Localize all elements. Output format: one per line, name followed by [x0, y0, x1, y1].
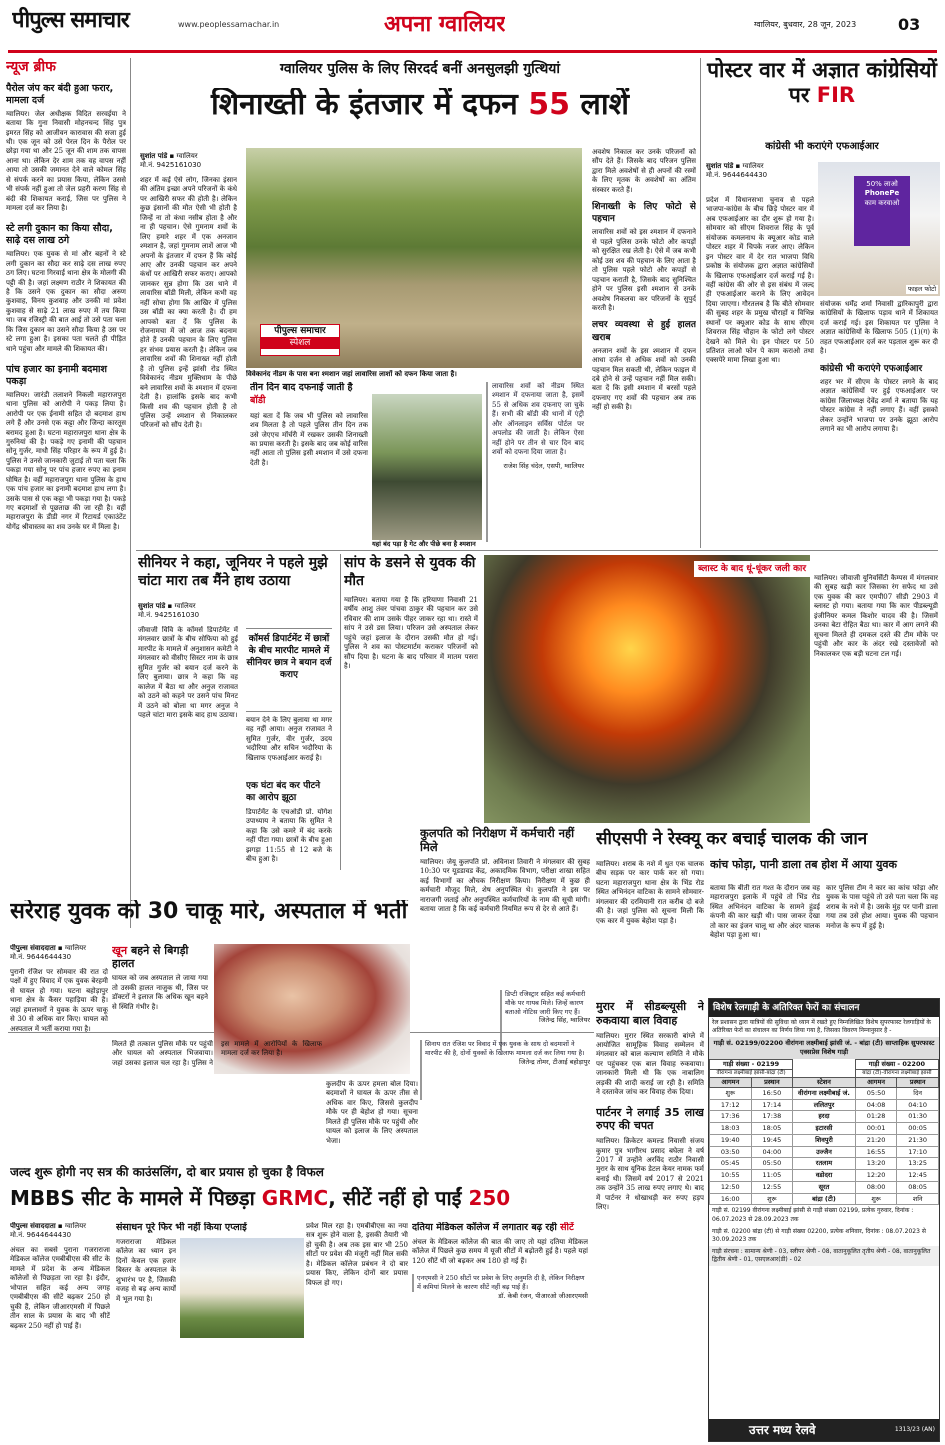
site-url[interactable]: www.peoplessamachar.in — [178, 20, 280, 29]
rail-left-head: गाड़ी संख्या - 02199 — [710, 1059, 793, 1069]
marriage-body: ग्वालियर। मुरार स्थित सरकारी बांग्ले में आयोजित सामूहिक विवाह सम्मेलन में मंगलवार को बाल कल्याण समिति ने मौके पर पहुंचकर एक बाल विवाह रुकवाया। जानकारी मिली थी कि एक नाबालिग लड़की की शादी कराई जा रही है। समिति ने दस्तावेज जांच कर विवाह रोक दिया। — [596, 1031, 704, 1097]
rail-note-1: गाड़ी सं. 02199 वीरांगना लक्ष्मीबाई झांसी से गाड़ी संख्या 02199, प्रत्येक गुरुवार, दिनांक : 06.07.2023 से 28.09.2023 तक — [712, 1207, 914, 1223]
brief-item — [6, 223, 126, 354]
brief-item-body: ग्वालियर। जारंडी तलाशने निकली महाराजपुरा थाना पुलिस को आरोपी ने पकड़ लिया है। आरोपी पर एक ईनामी सहित दो बदमाश हाथ लगे हैं और उनसे एक कट्टा और जिन्दा कारतूस बरामद हुआ है। घटना महाराजपुरा थाना क्षेत्र के गुरुनियां की है। पकड़े गए इनामी की पहचान सोनू गुर्जर, माधौ सिंह परिहार के रूप में हुई है। पुलिस ने उनसे जानकारी जुटाई तो पता चला कि पकड़ा गया सोनू पर पांच हजार रुपए का इनाम घोषित है। वहीं महाराजपुरा थाना पुलिस के हाथ एक पांच हजार का इनामी बदमाश हाथ लगा है। उसके पास से एक कट्टा भी पकड़ा गया है। पकड़े गए बदमाशों से पूछताछ की जा रही है। वहीं महाराजपुरा के डीडी नगर में रिटायर्ड एकाउंटेंट योगेंद्र श्रीवास्तव का शव उनके घर में मिला है। — [6, 390, 126, 531]
poster-body: प्रदेश में विधानसभा चुनाव से पहले भाजपा-कांग्रेस के बीच छिड़े पोस्टर वार में अब एफआईआर का दौर शुरू हो गया है। सोमवार को सीएम शिवराज सिंह के पूर्व संयोजक कमलनाथ के क्यूआर कोड वाले पोस्टर शहर में चिपके नजर आए। लेकिन इन पोस्टर वार में देर रात भाजपा विधि प्रकोष्ठ के संयोजक द्वारा अज्ञात कांग्रेसियों के खिलाफ एफआईआर दर्ज कराई गई है। वहीं कांग्रेस की ओर से इस संबंध में जल्द ही एफआईआर कराने के लिए आवेदन दिया जाएगा। गौरतलब है कि बीते सोमवार की सुबह शहर के प्रमुख चौराहों व विभिन्न स्थानों पर क्यूआर कोड के साथ सीएम शिवराज सिंह चौहान के फोटो लगे पोस्टर देखने को मिले थे। इन पोस्टर पर 50 प्रतिशत लाओ फोन पे काम कराओ तथा एक्सपेरे मामा लिखा हुआ था। — [706, 196, 814, 365]
section-rule — [136, 550, 938, 551]
rail-col-header: आगमन — [710, 1078, 752, 1088]
stab-quote — [420, 1040, 590, 1100]
rail-table-row — [710, 1146, 939, 1158]
brief-item-body: ग्वालियर। एक युवक से मां और बहनों ने स्टे लगी दुकान का सौदा कर साढ़े दस लाख रुपए ठग लिए। घटना गिरवाई थाना क्षेत्र के मोलगी की पट्टी की है। जहां लक्ष्मण राठौर ने शिकायत की है कि उसने एक दुकान का सौदा अरुण कुशवाह, विनय कुशवाह और उनकी मां प्रवेश कुशवाह से साढ़े 21 लाख रुपए में तय किया था। जब रजिस्ट्री की बात आई तो उसे पता चला कि जिस दुकान का उसने सौदा किया है उस पर स्टे लगा हुआ है। इसका पता चलते ही पीड़ित थाने पहुंचा और मामले की शिकायत की। — [6, 250, 126, 353]
vc-note-by: जितेन्द्र सिंह, ग्वालियर — [538, 1016, 590, 1025]
rail-cell: 04:08 — [855, 1099, 897, 1111]
brief-divider — [130, 58, 131, 928]
poster-headline-fir: FIR — [816, 83, 856, 108]
rail-col-header: स्टेशन — [793, 1078, 856, 1088]
rail-cell: ललितपुर — [793, 1099, 856, 1111]
rail-cell: 00:01 — [855, 1123, 897, 1135]
csp-subhead: कांच फोड़ा, पानी डाला तब होश में आया युवक — [710, 858, 897, 871]
brief-item-head: पैरोल जंप कर बंदी हुआ फरार, मामला दर्ज — [6, 82, 114, 106]
byline-phone: मो.नं. 9644644430 — [10, 1231, 72, 1240]
rail-footer-num: 1313/23 (AN) — [894, 1426, 935, 1433]
lead-sub2-body: अनजान शवों के इस श्मशान में दफन आधा दर्जन से अधिक शवों को उनकी पहचान मिल सकती थी, लेकिन फाइल में दबे होने से उन्हें पहचान नहीं मिल सकी। बता दें कि इसी श्मशान में बरसों पहले दफनाए गए शवों की पहचान अब तक नहीं हो सकी है। — [592, 346, 696, 412]
rail-right-head: गाड़ी संख्या - 02200 — [855, 1059, 938, 1069]
mbbs-byline: पीपुल्स संवाददाता ▪ ग्वालियर मो.नं. 9644644430 — [10, 1222, 87, 1240]
mbbs-quote-by: डॉ. केबी रंजन, पीआरओ जीआरएमसी — [498, 1291, 588, 1300]
lead-col-right — [592, 148, 696, 544]
divider — [700, 58, 701, 548]
stab-byline: पीपुल्स संवाददाता ▪ ग्वालियर मो.नं. 9644644430 — [10, 944, 87, 962]
poster-sign-line2: PhonePe — [864, 189, 900, 198]
file-photo-label: फाइल फोटो — [907, 285, 936, 294]
rail-table-head — [710, 1059, 939, 1069]
brief-title: न्यूज ब्रीफ — [6, 59, 56, 75]
rail-cell: बांद्रा (टी) — [793, 1193, 856, 1205]
rail-footer-title: उत्तर मध्य रेलवे — [749, 1423, 816, 1437]
rail-cell: 12:20 — [855, 1170, 897, 1182]
stab-body-2: मिलते ही तत्काल पुलिस मौके पर पहुंची और घायल को अस्पताल भिजवाया। जहां उसका इलाज चल रहा है। पुलिस ने इस मामले में आरोपियों के खिलाफ मामला दर्ज कर लिया है। — [112, 1040, 322, 1067]
rail-cell: शिवपुरी — [793, 1134, 856, 1146]
stab-quote-by: जितेन्द्र तोमर, टीआई बहोड़ापुर — [518, 1057, 590, 1066]
poster-sign-line1: 50% लाओ — [866, 180, 898, 188]
fire-body: ग्वालियर। जीवाजी यूनिवर्सिटी कैम्पस में मंगलवार की सुबह खड़ी कार जिसका रंग सफेद था उसे एक युवक की कार एमपी07 सीडी 2903 में ब्लास्ट हो गया। बताया गया कि कार पीडब्ल्यूडी इंजीनियर कमल किशोर यादव की है। जिसमें उनका बेटा रोहित बैठा था। कार में आग लगने की सूचना मिलते ही दमकल दस्ते की टीम मौके पर पहुंची और कार के अंदर रखे दस्तावेजों को निकालकर एक बड़ी घटना टल गई। — [814, 574, 938, 658]
lead-quote — [486, 382, 584, 542]
section-title: अपना ग्वालियर — [384, 12, 506, 37]
rail-table-row — [710, 1193, 939, 1205]
rail-table-row — [710, 1111, 939, 1123]
rail-cell: शुरू — [855, 1193, 897, 1205]
lead-body: शहर में कई ऐसे लोग, जिनका इंसान की अंतिम इच्छा अपने परिजनों के कंधे पर आखिरी सफर की होती है। लेकिन कुछ इंसानों की मौत ऐसी भी होती है जिन्हें ना तो कंधा नसीब होता है और ना ही पहचान। ऐसे गुमनाम शवों के लिए हमारे शहर में एक अनजान श्मशान है, जहां गुमनाम लाशें आज भी अपनों के इंतजार में दफन हैं कि कोई आए और उनकी पहचान कर अपने कंधों पर आखिरी सफर कराए। आपको जानकर सुन्न होगा कि उस थाने में लावारिस बॉडी मिली, लेकिन कभी वह नहीं सोचा होगा कि आखिर में पुलिस उस बॉडी का क्या करती है। दी हम आपको बता दें कि पुलिस के रोजनामचा में जो आज तक बदनाम होते हैं उनकी पहचान के लिए पुलिस हर संभव प्रयास करती है। लेकिन जब लावारिस शवों की शिनाख्त नहीं होती है तो पुलिस इन्हें झांसी रोड स्थित विवेकानंद नीडम मुक्तिधाम के पीछे बने लावारिस शवों के श्मशान में दफना देती है। हालांकि इसके बाद कभी किसी शव की पहचान होती है तो पुलिस उन्हें श्मशान से निकालकर परिजनों को सौंप देती है। — [140, 176, 237, 430]
rail-cell: उज्जैन — [793, 1146, 856, 1158]
poster-headline — [706, 58, 938, 108]
rail-table-row — [710, 1181, 939, 1193]
rail-cell: 04:10 — [897, 1099, 939, 1111]
byline-name: पीपुल्स संवाददाता — [10, 1222, 56, 1230]
stab-inset-text: बहने से बिगड़ी हालत — [112, 944, 189, 971]
mbbs-body: अंचल का सबसे पुराना गजराराजा मेडिकल कॉलेज एमबीबीएस की सीट के मामले में प्रदेश के अन्य मेडिकल कॉलेजों से पिछड़ता जा रहा है। इंदौर, भोपाल सहित कई अन्य जगह एमबीबीएस की सीटें बढ़कर 250 हो चुकी हैं, लेकिन जीआरएमसी में पिछले तीन साल के प्रयास के बाद भी सीटें बढ़कर 250 नहीं हो पाई हैं। — [10, 1246, 110, 1330]
poster-sign — [854, 176, 910, 246]
masthead-rule — [8, 50, 937, 53]
rail-cell: 17:38 — [751, 1111, 793, 1123]
vc-note-text: डिप्टी रजिस्ट्रार सहित कई कर्मचारी मौके पर गायब मिले। जिन्हें कारण बताओ नोटिस जारी किए गए हैं। — [505, 990, 586, 1016]
rail-title: विशेष रेलगाड़ी के अतिरिक्त फेरों का संचालन — [709, 999, 939, 1017]
burning-car-photo — [484, 555, 810, 823]
rail-cell: 05:50 — [751, 1158, 793, 1170]
rail-cell: 11:05 — [751, 1170, 793, 1182]
brief-item — [6, 364, 126, 532]
rail-col-header: प्रस्थान — [897, 1078, 939, 1088]
poster-caption: संयोजक धर्मेंद्र शर्मा निवासी द्वारिकापुरी द्वारा कांग्रेसियों के खिलाफ पड़ाव थाने में शिकायत दर्ज कराई गई। इस शिकायत पर पुलिस ने अज्ञात कांग्रेसियों के खिलाफ 505 (1)(ग) के तहत एफआईआर दर्ज कर पड़ताल शुरू कर दी है। — [820, 300, 938, 356]
rail-footer — [709, 1419, 939, 1441]
rail-col-header: आगमन — [855, 1078, 897, 1088]
stamp-brand: पीपुल्स समाचार — [274, 326, 326, 336]
lead-kicker: ग्वालियर पुलिस के लिए सिरदर्द बनीं अनसुलझी गुत्थियां — [279, 61, 561, 77]
datia-box-title — [412, 1222, 588, 1234]
rail-cell: 17:14 — [751, 1099, 793, 1111]
rail-coaches: गाड़ी संरचना : सामान्य श्रेणी - 03, स्लीपर श्रेणी - 08, वातानुकूलित तृतीय श्रेणी - 08, वातानुकूलित द्वितीय श्रेणी - 01, एसएलआर(डी) - 02 — [709, 1246, 939, 1266]
rail-table-row — [710, 1158, 939, 1170]
rail-table — [709, 1059, 939, 1206]
lead-headline-number: 55 — [528, 88, 571, 121]
byline-place: ग्वालियर — [174, 602, 196, 610]
brief-item-body: ग्वालियर। जेल अधीक्षक विदित सरवईया ने बताया कि गुना निवासी मोहनचन्द सिंह पुत्र इमरत सिंह को आजीवन कारावास की सजा हुई थी। एक जून को उसे पेरल दिन के पैरोल पर छोड़ा गया था और 25 जून की शाम तक वापस आना था। लेकिन देर शाम तक वह वापस नहीं आया तो उसकी जमानत देने वाले कोमल सिंह से संपर्क करने का प्रयास किया, लेकिन उससे भी संपर्क नहीं हुआ तो जेल प्रहरी करण सिंह से बंदी की शिकायत कराई, जिस पर पुलिस ने मामला दर्ज कर लिया है। — [6, 109, 126, 213]
stab-body-3: कुलदीप के ऊपर हमला बोल दिया। बदमाशों ने घायल के ऊपर तीस से अधिक वार किए, जिससे कुलदीप मौके पर ही बेहोश हो गया। सूचना मिलते ही पुलिस मौके पर पहुंची और घायल को इलाज के लिए अस्पताल भेजा। — [326, 1080, 418, 1145]
sidebox-title-text: तीन दिन बाद दफनाई जाती है — [250, 382, 353, 393]
rail-cell: शनि — [897, 1193, 939, 1205]
rail-cell: 12:45 — [897, 1170, 939, 1182]
rail-table-row — [710, 1170, 939, 1182]
datia-title-red: सीटें — [560, 1222, 574, 1233]
stab-body: पुरानी रंजिश पर सोमवार की रात दो पक्षों में हुए विवाद में एक युवक बेरहमी से घायल हो गया। घटना बहोड़ापुर थाना क्षेत्र के कैंसर पहाड़िया की है। जहां हमलावरों ने युवक के ऊपर चाकू से 30 से अधिक वार किए। घायल को अस्पताल में भर्ती कराया गया है। — [10, 968, 108, 1033]
rail-intro: रेल प्रशासन द्वारा यात्रियों की सुविधा को ध्यान में रखते हुए निम्नलिखित विशेष सुपरफास्ट रेलगाड़ियों के अतिरिक्त फेरों का संचालन का निर्णय लिया गया है, जिसका विवरण निम्नानुसार है - — [712, 1019, 932, 1035]
special-stamp — [260, 324, 340, 356]
stab-inset-red: खून — [112, 944, 128, 957]
rail-cell: 10:55 — [710, 1170, 752, 1182]
rail-cell: सूरत — [793, 1181, 856, 1193]
rail-cell: 01:28 — [855, 1111, 897, 1123]
rail-left-sub: वीरांगना लक्ष्मीबाई झांसी-बांद्रा (टी) — [710, 1069, 793, 1077]
rail-cell: वडोदरा — [793, 1170, 856, 1182]
poster-photo — [818, 162, 940, 296]
dateline: ग्वालियर, बुधवार, 28 जून, 2023 — [754, 20, 857, 29]
lead-mid-text: अवशेष निकाल कर उनके परिजनों को सौंप देते हैं। जिसके बाद परिजन पुलिस द्वारा मिले अवशेषों से ही अपनों की रस्मों के लिए मृतक के अवशेषों का अंतिम संस्कार करते हैं। — [592, 148, 696, 194]
snake-headline: सांप के डसने से युवक की मौत — [344, 555, 476, 590]
poster-headline-text: पोस्टर वार में अज्ञात कांग्रेसियों पर — [707, 58, 937, 108]
stamp-label: स्पेशल — [261, 337, 339, 349]
rail-train: गाड़ी सं. 02199/02200 वीरांगना लक्ष्मीबाई झांसी जं. - बांद्रा (टी) साप्ताहिक सुपरफास्ट एक्सप्रेस विशेष गाड़ी — [709, 1037, 939, 1059]
byline-name: सुशांत पांडे — [140, 152, 168, 160]
rail-cell: 16:00 — [710, 1193, 752, 1205]
mbbs-headline-text: MBBS सीट के मामले में पिछड़ा — [10, 1186, 255, 1210]
senior-body-2: बयान देने के लिए बुलाया था मगर वह नहीं आया। अनुज राजावत ने सुमित गुर्जर, वीर गुर्जर, उदय भदौरिया और सचिन भदौरिया के खिलाफ एफआईआर कराई है। — [246, 716, 332, 762]
byline-phone: मो.नं. 9425161030 — [138, 611, 200, 620]
csp-col-3: कार पुलिस टीम ने कार का कांच फोड़ा और युवक के पास पहुंचे तो उसे पता चला कि वह शराब के नशे में है। उसके मुंह पर पानी डाला गया तब उसे होश आया। युवक की पहचान मनोज के रूप में हुई है। — [826, 884, 938, 930]
rail-cell: दिन — [897, 1087, 939, 1099]
senior-body: जीवाजी विवि के कॉमर्स डिपार्टमेंट में मंगलवार छात्रों के बीच सोफिया को हुई मारपीट के मामले में अनुशासन कमेटी ने मंगलवार को वीसीए सिस्टर नाम के छात्र सुमित गुर्जर को बयान दर्ज करने के लिए बुलाया। छात्र ने कहा कि वह कालेज में बैठा था और अनुज राजावत को उठने को कहने पर उसने पांच मिनट में उठने को बोला था मगर अनुज ने पहले चांटा मारा इसके बाद हाथ उठाया। — [138, 626, 238, 719]
stab-quote-text: सिनाय रात रंजिश पर विवाद में एक युवक के साथ दो बदमाशों ने मारपीट की है, दोनों युवकों के खिलाफ मामला दर्ज कर लिया गया है। — [425, 1040, 585, 1057]
rail-cell: 17:36 — [710, 1111, 752, 1123]
lead-subhead-1: शिनाख्ती के लिए फोटो से पहचान — [592, 202, 696, 225]
stab-inset-title — [112, 944, 208, 970]
rail-cell: 08:00 — [855, 1181, 897, 1193]
railway-notice — [708, 998, 940, 1442]
senior-sub-body: डिपार्टमेंट के एचओडी प्रो. योगेश उपाध्याय ने बताया कि सुमित ने कहा कि उसे कमरे में बंद करके नहीं पीटा गया। छात्रों के बीच हुआ झगड़ा 11:55 से 12 बजे के बीच हुआ है। — [246, 808, 332, 864]
byline-place: ग्वालियर — [176, 152, 198, 160]
mbbs-inset: संसाधन पूरे फिर भी नहीं किया एप्लाई — [116, 1222, 247, 1233]
byline-phone: मो.नं. 9644644430 — [706, 171, 768, 180]
byline-phone: मो.नं. 9425161030 — [140, 161, 202, 170]
photo-caption: विवेकानंद नीडम के पास बना श्मशान जहां लावारिस लाशों को दफन किया जाता है। — [246, 370, 457, 378]
snake-body: ग्वालियर। बताया गया है कि हरियाणा निवासी 21 वर्षीय आशु तंवर पांचवा ठाकुर की पहचान कर उसे रविवार की शाम उसके पीहर जाकर रहा था। रास्ते में सांप ने उसे डस लिया। परिजन उसे अस्पताल लेकर पहुंचे जहां इलाज के दौरान उसकी मौत हो गई। पुलिस ने शव का पोस्टमार्टम कराकर परिजनों को सौंप दिया है। घटना के बाद परिवार में मातम पसरा है। — [344, 596, 478, 671]
lead-headline-text: शिनाख्ती के इंतजार में दफन — [211, 88, 518, 121]
brand-logo — [12, 6, 182, 36]
datia-box — [412, 1222, 588, 1440]
byline-place: ग्वालियर — [64, 1222, 87, 1230]
marriage-col — [596, 1000, 704, 1440]
rail-cell: 19:45 — [751, 1134, 793, 1146]
poster-subhead: कांग्रेसी भी कराएंगे एफआईआर — [765, 141, 879, 152]
rail-col-headers — [710, 1078, 939, 1088]
csp-col-1: ग्वालियर। शराब के नशे में धुत एक चालक बीच सड़क पर कार पार्क कर सो गया। घटना महाराजपुरा थाना क्षेत्र के भिंड रोड स्थित अभिनंदन वाटिका के सामने सोमवार-मंगलवार की दरमियानी रात करीब दो बजे की है। जहां पुलिस को सूचना मिली कि एक कार में युवक बेहोश पड़ा है। — [596, 860, 704, 925]
rail-cell: हरदा — [793, 1111, 856, 1123]
lead-subhead-2: लचर व्यवस्था से हुई हालत खराब — [592, 320, 696, 343]
senior-byline: सुशांत पांडे ▪ ग्वालियर मो.नं. 9425161030 — [138, 602, 200, 620]
poster-right-col — [820, 300, 938, 546]
quote-by: राजेश सिंह चंदेल, एसपी, ग्वालियर — [503, 461, 584, 470]
rail-cell: 00:05 — [897, 1123, 939, 1135]
rail-cell: 08:05 — [897, 1181, 939, 1193]
partner-headline: पार्टनर ने लगाई 35 लाख रुपए की चपत — [596, 1105, 704, 1133]
cremation-ground-photo — [246, 148, 582, 368]
lead-sub1-body: लावारिस शवों को इस श्मशान में दफनाने से पहले पुलिस उनके फोटो और कपड़ों को सुरक्षित रख लेती है। ऐसे में जब कभी कोई उस शव की पहचान के लिए आता है तो पुलिस पहले फोटो और कपड़ों से पहचान कराती है, जिसके बाद सुनिश्चित होने पर पुलिस इसी श्मशान से उनके अवशेष निकलवा कर परिजनों के सुपुर्द करती है। — [592, 228, 696, 312]
rail-cell: 12:55 — [751, 1181, 793, 1193]
rail-table-row — [710, 1134, 939, 1146]
poster-sub-head: कांग्रेसी भी कराएंगे एफआईआर — [820, 363, 923, 374]
rail-cell: 16:55 — [855, 1146, 897, 1158]
rail-cell: 01:30 — [897, 1111, 939, 1123]
stab-headline: सरेराह युवक को 30 चाकू मारे, अस्पताल में भर्ती — [10, 900, 408, 924]
masthead — [0, 0, 945, 48]
rail-note-2: गाड़ी सं. 02200 बांद्रा (टी) से गाड़ी संख्या 02200, प्रत्येक शनिवार, दिनांक : 08.07.2023 से 30.09.2023 तक — [712, 1227, 926, 1243]
lead-byline: सुशांत पांडे ▪ ग्वालियर मो.नं. 9425161030 — [140, 152, 202, 170]
byline-name: सुशांत पांडे — [706, 162, 734, 170]
rail-cell: वीरांगना लक्ष्मीबाई जं. — [793, 1087, 856, 1099]
lead-sidebox — [250, 382, 368, 542]
datia-title-text: दतिया मेडिकल कॉलेज में लगातार बढ़ रही — [412, 1222, 557, 1233]
vc-headline: कुलपति को निरीक्षण में कर्मचारी नहीं मिले — [420, 826, 575, 855]
rail-cell: शुरू — [751, 1193, 793, 1205]
blast-label: ब्लास्ट के बाद धूं-धूंकर जली कार — [694, 561, 810, 577]
senior-inset: कॉमर्स डिपार्टमेंट में छात्रों के बीच मारपीट मामले में सीनियर छात्र ने बयान दर्ज कराए — [246, 628, 332, 712]
divider — [340, 554, 341, 870]
lead-headline — [140, 88, 700, 121]
mbbs-body-2: प्रवेश मिल रहा है। एमबीबीएस का नया सत्र शुरू होने वाला है, इसकी तैयारी भी हो चुकी है। अब तक इस बार भी 250 सीटों पर प्रवेश की मंजूरी नहीं मिल सकी है। मेडिकल कॉलेज प्रबंधन ने दो बार प्रयास किए, लेकिन दोनों बार प्रयास विफल हो गए। — [306, 1222, 408, 1287]
partner-body: ग्वालियर। क्रिकेटर कमल्ड निवासी संजय कुमार पुत्र भागीरथ प्रसाद बघेला ने वर्ष 2017 में उन्होंने अरविंद राठौर निवासी मुरार के साथ यूनिक डेटल केयर नामक फर्म बनाई थी। जिसमें वर्ष 2017 से 2021 तक उन्होंने 35 लाख रुपए लगाए थे। बाद में पार्टनर ने धोखाधड़ी कर रुपए हड़प लिए। — [596, 1137, 704, 1212]
quote-text: लावारिस शवों को नीडम स्थित श्मशान में दफनाया जाता है, इसमें 55 से अधिक शव दफनाए जा चुके हैं। सभी की बॉडी की थानों में एंट्री और ऑनलाइन सर्विस पोर्टल पर अपलोड की जाती है। लेकिन ऐसा नहीं होने पर तीन से चार दिन बाद शवों को दफना दिया जाता है। — [492, 382, 584, 457]
csp-col-2: बताया कि बीती रात गश्त के दौरान जब वह महाराजपुरा इलाके में पहुंचे तो भिंड रोड स्थित अभिनंदन वाटिका के सामने हुंडई कंपनी की कार खड़ी थी। पास जाकर देखा तो कार का इंजन चालू था और अंदर चालक बेहोश पड़ा हुआ था। — [710, 884, 820, 940]
rail-table-row — [710, 1087, 939, 1099]
rail-cell: 05:45 — [710, 1158, 752, 1170]
rail-right-sub: बांद्रा (टी)-वीरांगना लक्ष्मीबाई झांसी — [855, 1069, 938, 1077]
byline-place: ग्वालियर — [64, 944, 87, 952]
rail-cell: 03:50 — [710, 1146, 752, 1158]
senior-headline: सीनियर ने कहा, जूनियर ने पहले मुझे चांटा मारा तब मैंने हाथ उठाया — [138, 555, 328, 590]
rail-cell: 19:40 — [710, 1134, 752, 1146]
hospital-photo — [180, 1238, 304, 1338]
mbbs-headline-end: , सीटें नहीं हो पाईं — [328, 1186, 462, 1210]
byline-name: सुशांत पांडे — [138, 602, 166, 610]
mbbs-inset-body: गजराराजा मेडिकल कॉलेज का ध्यान इन दिनों केवल एक हजार बिस्तर के अस्पताल के शुभारंभ पर है, जिसकी वजह से बढ़ अन्य कार्यों में भूल गया है। — [116, 1238, 176, 1303]
rail-cell: 21:30 — [897, 1134, 939, 1146]
rail-cell: 12:50 — [710, 1181, 752, 1193]
mbbs-quote: एनएमसी ने 250 सीटों पर प्रवेश के लिए अनुमति दी है, लेकिन निरीक्षण में कमियां मिलने के कारण सीटें नहीं बढ़ पाई हैं। — [412, 1274, 588, 1292]
poster-sign-line3: काम करवाओ — [864, 198, 900, 207]
rail-cell: 18:05 — [751, 1123, 793, 1135]
rail-col-header: प्रस्थान — [751, 1078, 793, 1088]
rail-cell: 16:50 — [751, 1087, 793, 1099]
brief-item-head: स्टे लगी दुकान का किया सौदा, साढ़े दस लाख ठगे — [6, 223, 113, 247]
sidebox-title-red: बॉडी — [250, 394, 266, 406]
mbbs-headline-grmc: GRMC — [261, 1186, 329, 1210]
rail-cell: शुरू — [710, 1087, 752, 1099]
byline-name: पीपुल्स संवाददाता — [10, 944, 56, 952]
rail-cell: इटारसी — [793, 1123, 856, 1135]
poster-byline: सुशांत पांडे ▪ ग्वालियर मो.नं. 9644644430 — [706, 162, 768, 180]
sidebox-body: यहां बता दें कि जब भी पुलिस को लावारिस शव मिलता है तो पहले पुलिस तीन दिन तक उसे जेएएच मॉर्चरी में रखकर उसकी शिनाख्ती का प्रयास करती है। इसके बाद जब कोई वारिस नहीं आता तो पुलिस इसी श्मशान में उसे दफना देती है। — [250, 411, 368, 467]
sidebox-title — [250, 382, 368, 408]
datia-box-body: अंचल के मेडिकल कॉलेज की बात की जाए तो यहां दतिया मेडिकल कॉलेज में पिछले कुछ समय में यूजी सीटों में बढ़ोतरी हुई है। पहले यहां 120 सीटें थीं जो बढ़कर अब 180 हो गई हैं। — [412, 1237, 588, 1265]
poster-sub-body: शहर भर में सीएम के पोस्टर लगने के बाद अज्ञात कांग्रेसियों पर हुई एफआईआर पर कांग्रेस जिलाध्यक्ष देवेंद्र शर्मा ने बताया कि यह पोस्टर कांग्रेस ने नहीं लगाए हैं। वहीं इसको लेकर उन्होंने भाजपा पर उनके झूठा आरोप लगाने का भी आरोप लगाया है। — [820, 377, 938, 433]
csp-headline: सीएसपी ने रेस्क्यू कर बचाई चालक की जान — [596, 829, 868, 849]
gate-photo — [372, 394, 482, 540]
page-number: 03 — [898, 15, 921, 34]
rail-cell: 13:25 — [897, 1158, 939, 1170]
mbbs-kicker: जल्द शुरू होगी नए सत्र की काउंसलिंग, दो बार प्रयास हो चुका है विफल — [10, 1165, 324, 1179]
lead-headline-end: लाशें — [580, 88, 629, 121]
brief-item-head: पांच हजार का इनामी बदमाश पकड़ा — [6, 364, 107, 387]
rail-cell: 04:00 — [751, 1146, 793, 1158]
rail-cell: 21:20 — [855, 1134, 897, 1146]
news-brief — [6, 58, 126, 1026]
vc-body: ग्वालियर। जेयू कुलपति प्रो. अविनाश तिवारी ने मंगलवार की सुबह 10:30 पर यूडडावड केंद्र, अकादमिक विभाग, परीक्षा शाखा सहित कई विभागों का औचक निरीक्षण किया। निरीक्षण में कुछ ही कर्मचारी मौजूद मिले, शेष अनुपस्थित थे। कुलपति ने इस पर नाराजगी जताई और अनुपस्थित कर्मचारियों के नाम की सूची मांगी। बताया जाता है कि कई कर्मचारी नियमित रूप से देर से आते हैं। — [420, 858, 590, 914]
mbbs-headline-number: 250 — [468, 1186, 511, 1210]
stab-inset-body: घायल को जब अस्पताल ले जाया गया तो उसकी हालत नाजुक थी, जिस पर डॉक्टरों ने इलाज कि अधिक खून बहने से स्थिति गंभीर है। — [112, 974, 208, 1011]
rail-cell: रतलाम — [793, 1158, 856, 1170]
brief-item — [6, 83, 126, 214]
rail-cell: 17:12 — [710, 1099, 752, 1111]
mbbs-headline — [10, 1186, 596, 1210]
rail-cell: 18:03 — [710, 1123, 752, 1135]
rail-table-row — [710, 1099, 939, 1111]
rail-cell: 05:50 — [855, 1087, 897, 1099]
rail-table-row — [710, 1123, 939, 1135]
byline-phone: मो.नं. 9644644430 — [10, 953, 72, 962]
senior-subhead: एक घंटा बंद कर पीटने का आरोप झूठा — [246, 781, 321, 804]
stab-inset — [112, 944, 208, 1034]
rail-table-subhead — [710, 1069, 939, 1077]
rail-cell: 13:20 — [855, 1158, 897, 1170]
byline-place: ग्वालियर — [742, 162, 764, 170]
rail-cell: 17:10 — [897, 1146, 939, 1158]
marriage-headline: मुरार में सीडब्ल्यूसी ने रुकवाया बाल विवाह — [596, 1000, 704, 1027]
gate-caption: यहां बंद पड़ा है गेट और पीछे बना है श्मशान — [372, 540, 476, 548]
brand-name: पीपुल्स समाचार — [12, 8, 129, 33]
